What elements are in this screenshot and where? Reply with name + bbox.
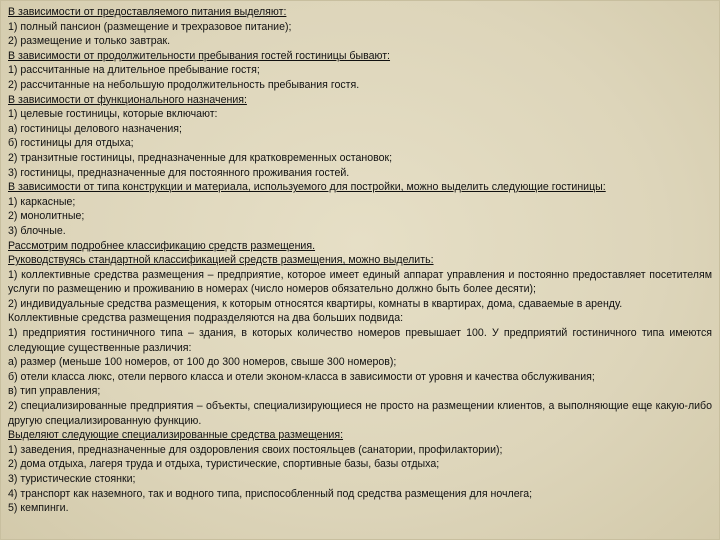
list-item: а) размер (меньше 100 номеров, от 100 до 300 номеров, свыше 300 номеров); <box>8 356 397 369</box>
list-item: 3) блочные. <box>8 224 66 237</box>
paragraph-collective: 1) коллективные средства размещения – предприятие, которое имеет единый аппарат управления и постоянно предоставляет посетителям услуги по размещению и проживанию в номерах (число номеров обязательно должно быть более десяти); <box>8 268 712 296</box>
heading-standard-classification: Руководствуясь стандартной классификацией средств размещения, можно выделить: <box>8 254 434 267</box>
list-item: 5) кемпинги. <box>8 502 69 515</box>
paragraph-specialized: 2) специализированные предприятия – объекты, специализирующиеся не просто на размещении клиентов, а выполняющие еще какую-либо другую специализированную функцию. <box>8 400 712 427</box>
list-item: а) гостиницы делового назначения; <box>8 122 182 135</box>
heading-by-construction: В зависимости от типа конструкции и материала, используемого для постройки, можно выделить следующие гостиницы: <box>8 181 606 194</box>
list-item: 1) заведения, предназначенные для оздоровления своих постояльцев (санатории, профилактории); <box>8 443 503 456</box>
list-item: б) отели класса люкс, отели первого класса и отели эконом-класса в зависимости от уровня и качества обслуживания; <box>8 370 595 383</box>
heading-classification: Рассмотрим подробнее классификацию средств размещения. <box>8 239 316 252</box>
text-body <box>8 5 712 516</box>
list-item: 2) транзитные гостиницы, предназначенные для кратковременных остановок; <box>8 151 393 164</box>
list-item: 1) рассчитанные на длительное пребывание гостя; <box>8 64 260 77</box>
list-item: 2) рассчитанные на небольшую продолжительность пребывания гостя. <box>8 78 360 91</box>
list-item: в) тип управления; <box>8 385 101 398</box>
heading-by-stay-duration: В зависимости от продолжительности пребывания гостей гостиницы бывают: <box>8 49 391 62</box>
list-item: 2) монолитные; <box>8 210 85 223</box>
heading-by-meals: В зависимости от предоставляемого питания выделяют: <box>8 6 287 18</box>
heading-specialized-means: Выделяют следующие специализированные средства размещения: <box>8 429 344 442</box>
list-item: 2) дома отдыха, лагеря труда и отдыха, туристические, спортивные базы, базы отдыха; <box>8 458 440 471</box>
list-item: 3) туристические стоянки; <box>8 473 136 485</box>
list-item: 3) гостиницы, предназначенные для постоянного проживания гостей. <box>8 166 350 179</box>
list-item: 4) транспорт как наземного, так и водного типа, приспособленный под средства размещения для ночлега; <box>8 487 533 500</box>
list-item: 1) полный пансион (размещение и трехразовое питание); <box>8 20 292 33</box>
list-item: б) гостиницы для отдыха; <box>8 137 134 150</box>
list-item: 2) размещение и только завтрак. <box>8 35 171 48</box>
list-item: 1) каркасные; <box>8 195 76 208</box>
list-item: 2) индивидуальные средства размещения, к которым относятся квартиры, комнаты в квартирах, дома, сдаваемые в аренду. <box>8 297 623 310</box>
list-item: 1) целевые гостиницы, которые включают: <box>8 108 218 121</box>
paragraph-hotel-type: 1) предприятия гостиничного типа – здания, в которых количество номеров превышает 100. У предприятий гостиничного типа имеются следующие существенные различия: <box>8 327 712 354</box>
heading-by-function: В зависимости от функционального назначения: <box>8 93 247 106</box>
paragraph: Коллективные средства размещения подразделяются на два больших подвида: <box>8 312 404 325</box>
